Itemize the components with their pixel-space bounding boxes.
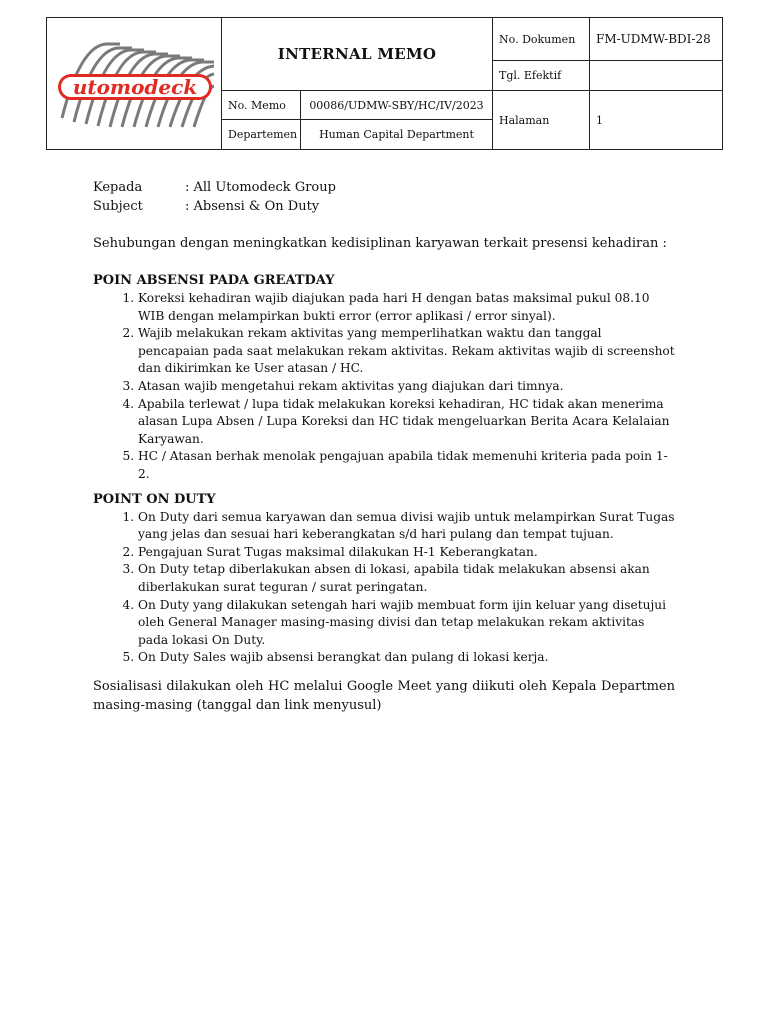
tgl-efektif-label: Tgl. Efektif — [493, 61, 590, 91]
memo-header-table — [46, 17, 723, 150]
no-dokumen-label: No. Dokumen — [493, 18, 590, 61]
departemen-label: Departemen — [222, 120, 301, 150]
kepada-value: : All Utomodeck Group — [185, 180, 336, 195]
section-absensi-title: POIN ABSENSI PADA GREATDAY — [93, 273, 335, 288]
subject-value: : Absensi & On Duty — [185, 199, 320, 214]
section-absensi-list — [93, 290, 675, 484]
logo-text: utomodeck — [72, 74, 198, 99]
kepada-label: Kepada — [93, 180, 143, 195]
list-item: 1. On Duty dari semua karyawan dan semua divisi wajib untuk melampirkan Surat Tugas yang jelas dan sesuai hari keberangkatan s/d hari pulang dan tempat tujuan. — [138, 509, 675, 544]
company-logo-cell — [47, 18, 222, 150]
intro-paragraph: Sehubungan dengan meningkatkan kedisiplinan karyawan terkait presensi kehadiran : — [93, 236, 667, 251]
no-memo-value: 00086/UDMW-SBY/HC/IV/2023 — [301, 91, 493, 120]
halaman-label: Halaman — [493, 91, 590, 150]
section-on-duty-list — [93, 509, 675, 667]
no-dokumen-value: FM-UDMW-BDI-28 — [590, 18, 723, 61]
utomodeck-logo — [50, 32, 218, 132]
kepada-row — [93, 178, 675, 197]
closing-paragraph: Sosialisasi dilakukan oleh HC melalui Google Meet yang diikuti oleh Kepala Departmen masing-masing (tanggal dan link menyusul) — [93, 678, 675, 713]
list-item: 1. Koreksi kehadiran wajib diajukan pada hari H dengan batas maksimal pukul 08.10 WIB dengan melampirkan bukti error (error aplikasi / error sinyal). — [138, 290, 675, 325]
list-item: 3. On Duty tetap diberlakukan absen di lokasi, apabila tidak melakukan absensi akan diberlakukan surat teguran / surat peringatan. — [138, 561, 675, 596]
section-on-duty-title: POINT ON DUTY — [93, 491, 216, 507]
list-item: 4. Apabila terlewat / lupa tidak melakukan koreksi kehadiran, HC tidak akan menerima alasan Lupa Absen / Lupa Koreksi dan HC tidak mengeluarkan Berita Acara Kelalaian Karyawan. — [138, 396, 675, 449]
departemen-value: Human Capital Department — [301, 120, 493, 150]
memo-body — [93, 178, 675, 728]
memo-title: INTERNAL MEMO — [222, 18, 493, 91]
list-item: 2. Pengajuan Surat Tugas maksimal dilakukan H-1 Keberangkatan. — [138, 544, 675, 562]
tgl-efektif-value — [590, 61, 723, 91]
list-item: 5. On Duty Sales wajib absensi berangkat dan pulang di lokasi kerja. — [138, 649, 675, 667]
subject-row — [93, 197, 675, 216]
subject-label: Subject — [93, 199, 143, 214]
list-item: 4. On Duty yang dilakukan setengah hari wajib membuat form ijin keluar yang disetujui oleh General Manager masing-masing divisi dan tetap melakukan rekam aktivitas pada lokasi On Duty. — [138, 597, 675, 650]
no-memo-label: No. Memo — [222, 91, 301, 120]
list-item: 2. Wajib melakukan rekam aktivitas yang memperlihatkan waktu dan tanggal pencapaian pada saat melakukan rekam aktivitas. Rekam aktivitas wajib di screenshot dan dikirimkan ke User atasan / HC. — [138, 325, 675, 378]
list-item: 3. Atasan wajib mengetahui rekam aktivitas yang diajukan dari timnya. — [138, 378, 675, 396]
list-item: 5. HC / Atasan berhak menolak pengajuan apabila tidak memenuhi kriteria pada poin 1-2. — [138, 448, 675, 483]
halaman-value: 1 — [590, 91, 723, 150]
